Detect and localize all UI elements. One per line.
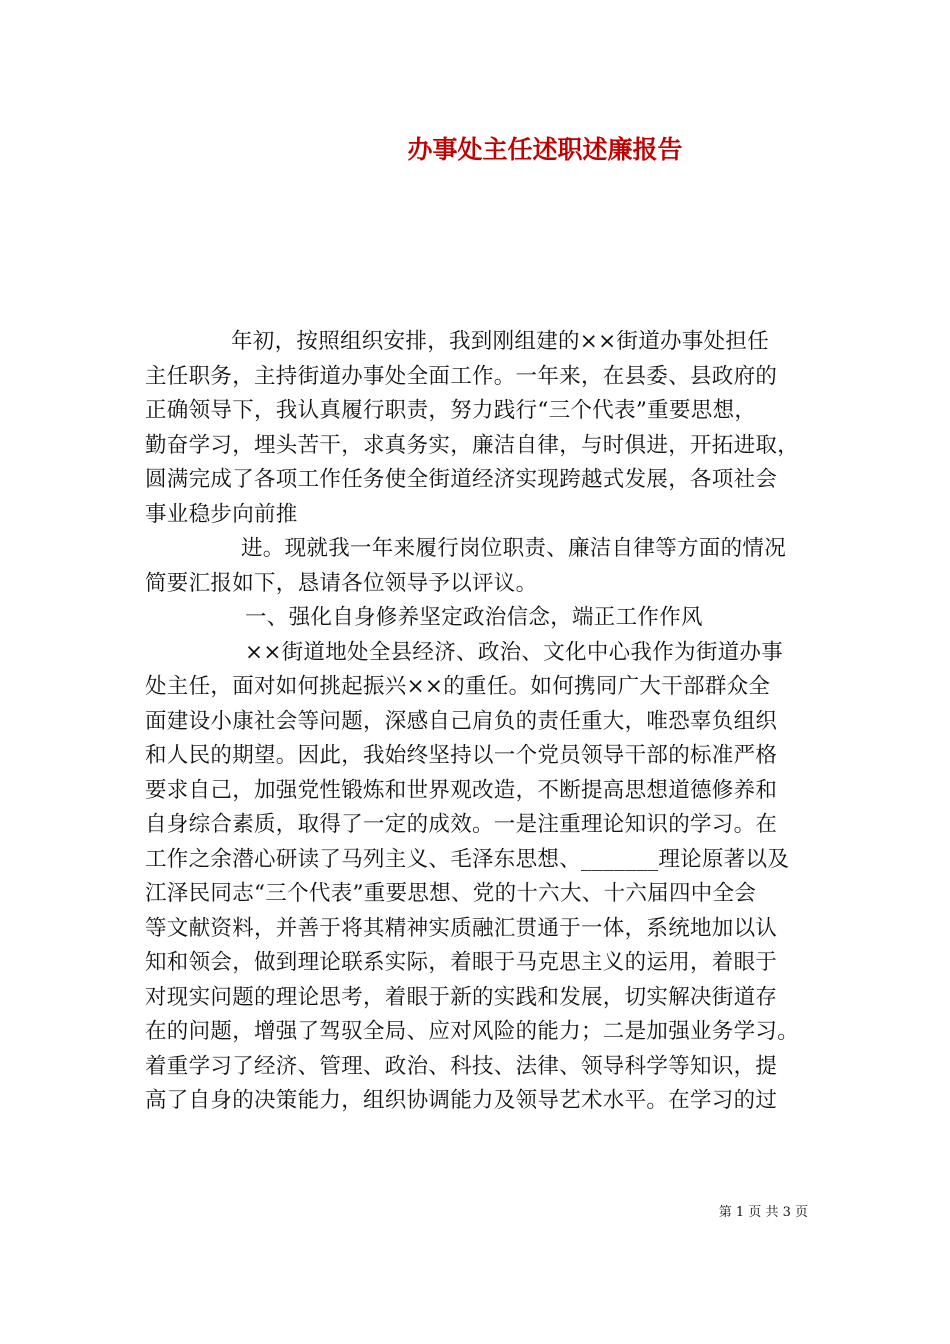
body-line: 工作之余潜心研读了马列主义、毛泽东思想、_______理论原著以及 <box>145 846 790 872</box>
body-line: 面建设小康社会等问题，深感自己肩负的责任重大，唯恐辜负组织 <box>145 708 778 734</box>
body-line: ××街道地处全县经济、政治、文化中心我作为街道办事 <box>245 639 784 665</box>
section-heading: 一、强化自身修养坚定政治信念，端正工作作风 <box>245 605 703 630</box>
document-body <box>145 325 815 1119</box>
body-line: 简要汇报如下，恳请各位领导予以评议。 <box>145 570 538 596</box>
body-line: 勤奋学习，埋头苦干，求真务实，廉洁自律，与时俱进，开拓进取， <box>145 432 800 458</box>
body-line: 进。现就我一年来履行岗位职责、廉洁自律等方面的情况 <box>241 536 787 561</box>
body-line: 自身综合素质，取得了一定的成效。一是注重理论知识的学习。在 <box>145 812 778 837</box>
body-line: 正确领导下，我认真履行职责，努力践行“三个代表”重要思想， <box>145 398 757 423</box>
body-line: 要求自己，加强党性锻炼和世界观改造，不断提高思想道德修养和 <box>145 777 778 803</box>
body-line: 年初，按照组织安排，我到刚组建的××街道办事处担任 <box>231 329 770 354</box>
body-line: 知和领会，做到理论联系实际，着眼于马克思主义的运用，着眼于 <box>145 950 778 975</box>
body-line: 和人民的期望。因此，我始终坚持以一个党员领导干部的标准严格 <box>145 743 778 768</box>
body-line: 事业稳步向前推 <box>145 501 298 527</box>
page-number-footer: 第 1 页 共 3 页 <box>718 1205 808 1220</box>
body-line: 着重学习了经济、管理、政治、科技、法律、领导科学等知识，提 <box>145 1053 778 1079</box>
body-line: 处主任，面对如何挑起振兴××的重任。如何携同广大干部群众全 <box>145 674 771 699</box>
body-line: 江泽民同志“三个代表”重要思想、党的十六大、十六届四中全会 <box>145 881 757 906</box>
body-line: 主任职务，主持街道办事处全面工作。一年来，在县委、县政府的 <box>145 363 778 389</box>
document-title: 办事处主任述职述廉报告 <box>407 135 683 164</box>
body-line: 圆满完成了各项工作任务使全街道经济实现跨越式发展，各项社会 <box>145 467 778 492</box>
body-line: 高了自身的决策能力，组织协调能力及领导艺术水平。在学习的过 <box>145 1088 778 1113</box>
body-line: 在的问题，增强了驾驭全局、应对风险的能力；二是加强业务学习。 <box>145 1019 800 1044</box>
body-line: 对现实问题的理论思考，着眼于新的实践和发展，切实解决街道存 <box>145 984 778 1010</box>
body-line: 等文献资料，并善于将其精神实质融汇贯通于一体，系统地加以认 <box>145 915 778 941</box>
